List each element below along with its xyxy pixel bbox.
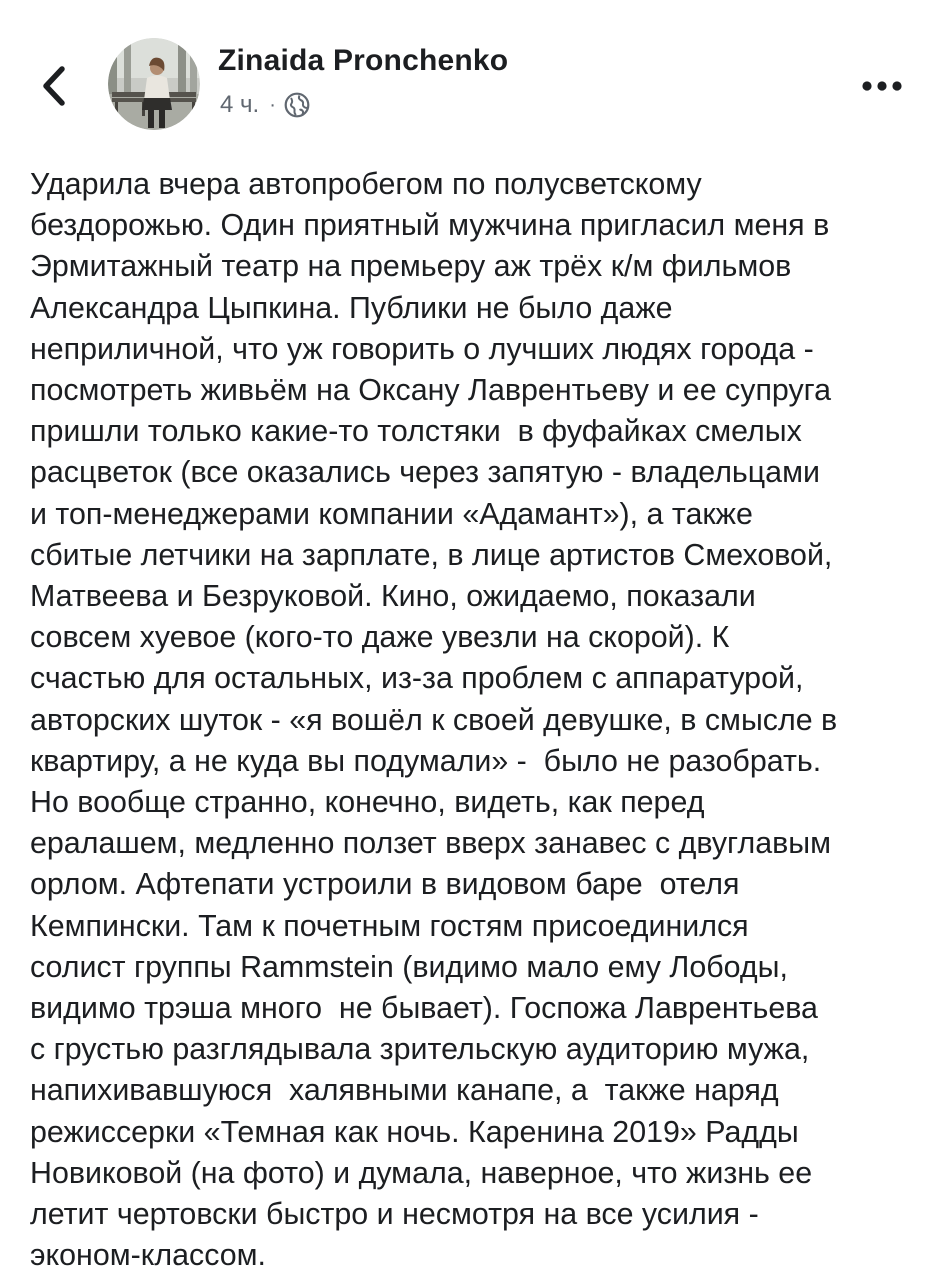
post-text-line: и топ-менеджерами компании «Адамант»), а также — [30, 496, 753, 531]
post-text-line: Александра Цыпкина. Публики не было даже — [30, 290, 673, 325]
post-text-line: напихивавшуюся халявными канапе, а также наряд — [30, 1073, 779, 1108]
post-text-line: видимо трэша много не бывает). Госпожа Лаврентьева — [30, 991, 818, 1026]
post-body — [30, 164, 910, 1276]
post-text-line: совсем хуевое (кого-то даже увезли на скорой). К — [30, 620, 730, 655]
post-text-line: бездорожью. Один приятный мужчина пригласил меня в — [30, 208, 830, 243]
post-text-line: режиссерки «Темная как ночь. Каренина 2019» Радды — [30, 1114, 799, 1149]
post-text-line: сбитые летчики на зарплате, в лице артистов Смеховой, — [30, 537, 833, 572]
post-timestamp[interactable]: 4 ч. — [220, 91, 260, 118]
post-text-line: расцветок (все оказались через запятую - владельцами — [30, 455, 820, 490]
post-text-line: летит чертовски быстро и несмотря на все усилия - — [30, 1197, 759, 1232]
profile-photo — [108, 38, 200, 130]
post-header — [0, 0, 937, 150]
post-text-line: орлом. Афтепати устроили в видовом баре отеля — [30, 867, 740, 902]
back-button[interactable] — [28, 58, 78, 114]
post-text-line: Ударила вчера автопробегом по полусветскому — [30, 167, 702, 201]
post-text-line: пришли только какие-то толстяки в фуфайках смелых — [30, 414, 802, 449]
post-text-line: Кемпински. Там к почетным гостям присоединился — [30, 908, 749, 943]
post-text-line: Но вообще странно, конечно, видеть, как перед — [30, 785, 705, 820]
post-text-line: с грустью разглядывала зрительскую аудиторию мужа, — [30, 1032, 810, 1067]
post-text-line: ералашем, медленно ползет вверх занавес с двуглавым — [30, 826, 831, 861]
post-text-line: авторских шуток - «я вошёл к своей девушке, в смысле в — [30, 702, 838, 737]
more-horizontal-icon — [861, 80, 903, 92]
post-text-line: неприличной, что уж говорить о лучших людях города - — [30, 331, 814, 366]
post-meta — [220, 88, 310, 122]
post-text-line: Матвеева и Безруковой. Кино, ожидаемо, показали — [30, 579, 756, 614]
post-text-line: счастью для остальных, из-за проблем с аппаратурой, — [30, 661, 804, 696]
post-text-line: посмотреть живьём на Оксану Лаврентьеву и ее супруга — [30, 373, 831, 408]
post-text-line: эконом-классом. — [30, 1238, 266, 1273]
author-name[interactable]: Zinaida Pronchenko — [218, 44, 509, 77]
globe-icon[interactable] — [284, 92, 310, 118]
post-text-line: квартиру, а не куда вы подумали» - было не разобрать. — [30, 743, 822, 778]
post-text-line: Эрмитажный театр на премьеру аж трёх к/м фильмов — [30, 249, 792, 284]
avatar[interactable] — [108, 38, 200, 130]
post-text-line: Новиковой (на фото) и думала, наверное, что жизнь ее — [30, 1155, 813, 1190]
chevron-left-icon — [38, 63, 68, 109]
post-text-line: солист группы Rammstein (видимо мало ему Лободы, — [30, 949, 788, 984]
more-options-button[interactable] — [856, 68, 908, 104]
meta-separator: · — [269, 94, 276, 116]
